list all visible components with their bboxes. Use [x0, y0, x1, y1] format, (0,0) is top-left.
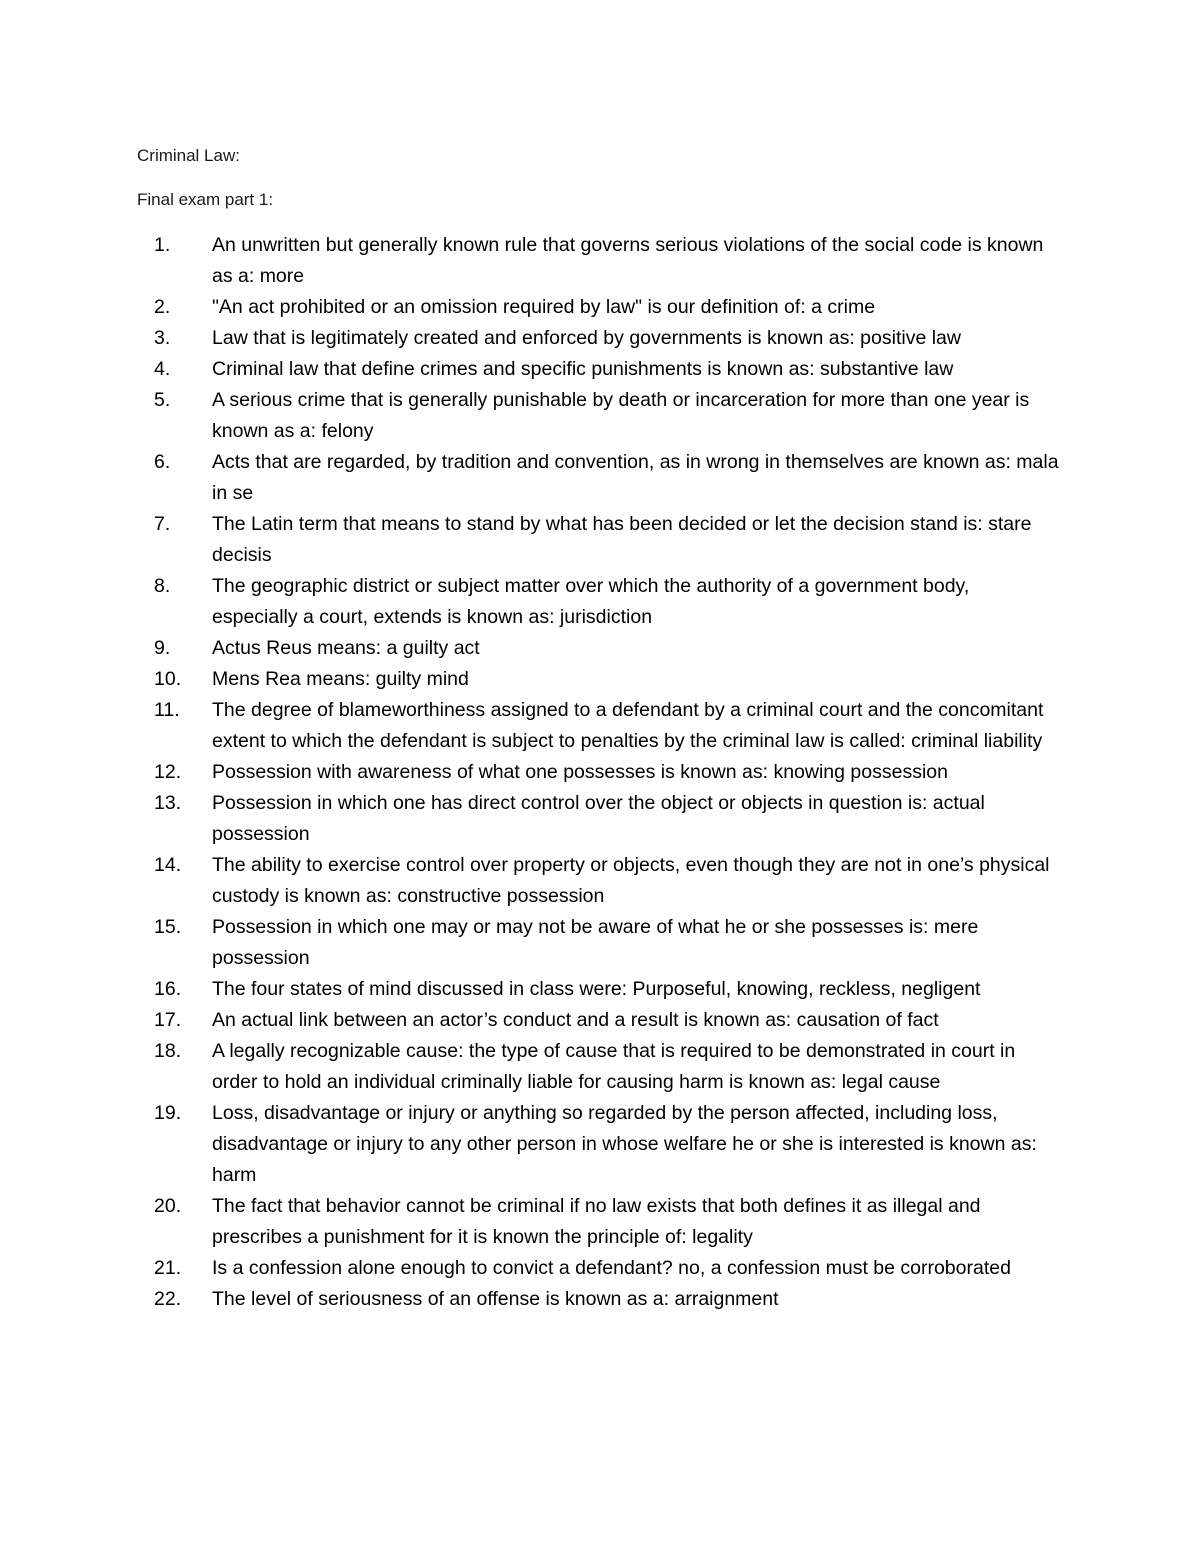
item-text: The fact that behavior cannot be criminal if no law exists that both defines it as illegal and prescribes a punishment for it is known the principle of: legality — [212, 1195, 981, 1248]
item-text: Possession in which one has direct control over the object or objects in question is: actual possession — [212, 792, 985, 845]
item-number: 19. — [154, 1102, 182, 1124]
item-number: 12. — [154, 761, 182, 783]
list-item — [0, 1191, 1200, 1253]
item-number: 7. — [154, 513, 171, 535]
item-text: "An act prohibited or an omission required by law" is our definition of: a crime — [212, 296, 876, 318]
item-text: Criminal law that define crimes and specific punishments is known as: substantive law — [212, 358, 954, 380]
item-number: 20. — [154, 1195, 182, 1217]
item-number: 6. — [154, 451, 171, 473]
item-number: 9. — [154, 637, 171, 659]
item-number: 15. — [154, 916, 182, 938]
item-text: The degree of blameworthiness assigned to a defendant by a criminal court and the concomitant extent to which the defendant is subject to penalties by the criminal law is called: criminal liability — [212, 699, 1044, 752]
list-item — [0, 695, 1200, 757]
item-text: Mens Rea means: guilty mind — [212, 668, 469, 690]
list-item — [0, 447, 1200, 509]
item-text: The geographic district or subject matter over which the authority of a government body, especially a court, extends is known as: jurisdiction — [212, 575, 970, 628]
list-item — [0, 509, 1200, 571]
item-text: Possession in which one may or may not be aware of what he or she possesses is: mere possession — [212, 916, 979, 969]
item-text: The level of seriousness of an offense is known as a: arraignment — [212, 1288, 779, 1310]
list-item — [0, 1284, 1200, 1315]
list-item — [0, 757, 1200, 788]
list-item — [0, 974, 1200, 1005]
item-text: A legally recognizable cause: the type of cause that is required to be demonstrated in court in order to hold an individual criminally liable for causing harm is known as: legal cause — [212, 1040, 1016, 1093]
list-item — [0, 385, 1200, 447]
item-text: A serious crime that is generally punishable by death or incarceration for more than one year is known as a: felony — [212, 389, 1030, 442]
list-item — [0, 1098, 1200, 1191]
list-item — [0, 1253, 1200, 1284]
item-number: 5. — [154, 389, 171, 411]
list-item — [0, 850, 1200, 912]
item-number: 4. — [154, 358, 171, 380]
item-text: Possession with awareness of what one possesses is known as: knowing possession — [212, 761, 948, 783]
item-number: 16. — [154, 978, 182, 1000]
item-text: The Latin term that means to stand by what has been decided or let the decision stand is: stare decisis — [212, 513, 1032, 566]
item-text: Is a confession alone enough to convict a defendant? no, a confession must be corroborated — [212, 1257, 1011, 1279]
item-number: 11. — [154, 699, 180, 721]
item-text: Acts that are regarded, by tradition and convention, as in wrong in themselves are known as: mala in se — [212, 451, 1059, 504]
item-text: The four states of mind discussed in class were: Purposeful, knowing, reckless, negligent — [212, 978, 981, 1000]
list-item — [0, 292, 1200, 323]
item-text: The ability to exercise control over property or objects, even though they are not in one’s physical custody is known as: constructive possession — [212, 854, 1050, 907]
item-number: 8. — [154, 575, 171, 597]
item-text: Loss, disadvantage or injury or anything so regarded by the person affected, including loss, disadvantage or injury to any other person in whose welfare he or she is interested is known as: harm — [212, 1102, 1037, 1186]
item-number: 1. — [154, 234, 171, 256]
list-item — [0, 1036, 1200, 1098]
question-list — [0, 230, 1200, 1315]
item-number: 10. — [154, 668, 182, 690]
item-number: 2. — [154, 296, 171, 318]
list-item — [0, 633, 1200, 664]
item-text: Law that is legitimately created and enforced by governments is known as: positive law — [212, 327, 961, 349]
item-text: Actus Reus means: a guilty act — [212, 637, 480, 659]
item-text: An actual link between an actor’s conduct and a result is known as: causation of fact — [212, 1009, 939, 1031]
list-item — [0, 788, 1200, 850]
list-item — [0, 1005, 1200, 1036]
item-number: 21. — [154, 1257, 182, 1279]
item-number: 18. — [154, 1040, 182, 1062]
item-number: 14. — [154, 854, 182, 876]
list-item — [0, 323, 1200, 354]
list-item — [0, 230, 1200, 292]
item-number: 22. — [154, 1288, 182, 1310]
item-number: 17. — [154, 1009, 182, 1031]
list-item — [0, 571, 1200, 633]
item-number: 3. — [154, 327, 171, 349]
list-item — [0, 354, 1200, 385]
list-item — [0, 664, 1200, 695]
document-title: Criminal Law: — [137, 146, 240, 165]
item-text: An unwritten but generally known rule that governs serious violations of the social code is known as a: more — [212, 234, 1044, 287]
list-item — [0, 912, 1200, 974]
item-number: 13. — [154, 792, 182, 814]
document-subtitle: Final exam part 1: — [137, 190, 274, 209]
